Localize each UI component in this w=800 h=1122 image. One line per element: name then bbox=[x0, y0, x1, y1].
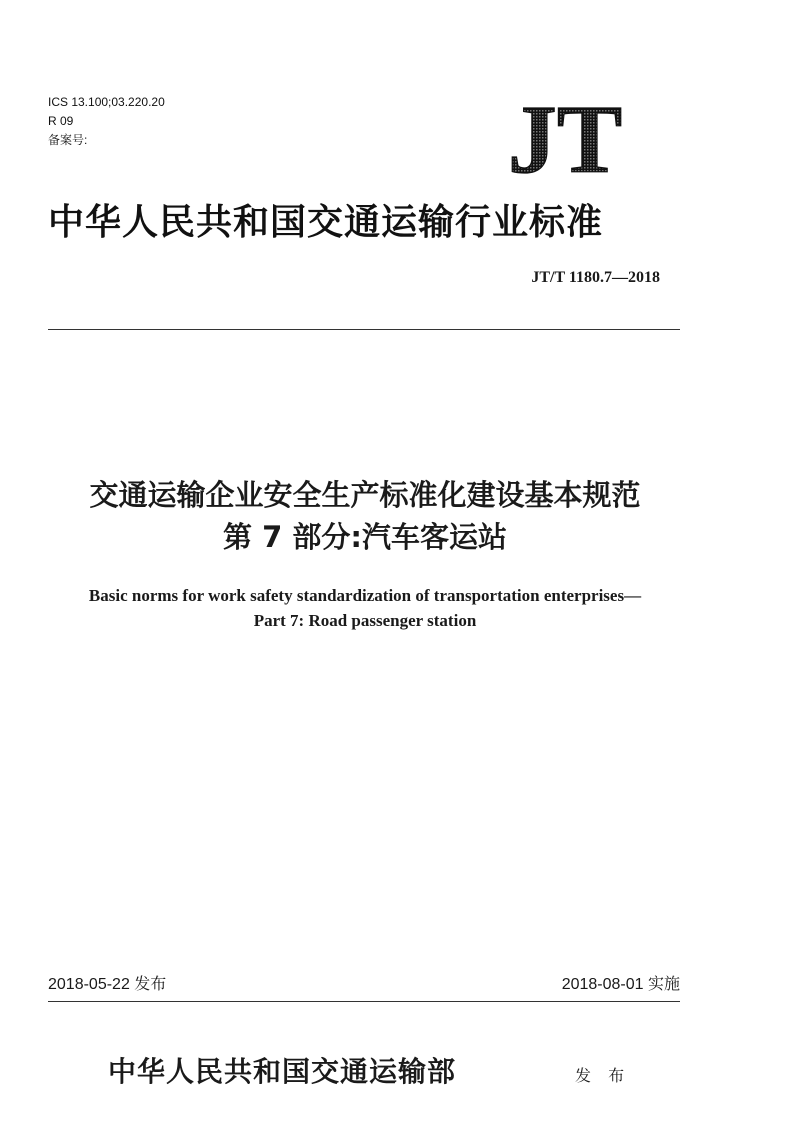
publisher-name: 中华人民共和国交通运输部 bbox=[108, 1055, 457, 1088]
logo-text: JT bbox=[507, 98, 623, 178]
title-chinese-line-2: 第 7 部分:汽车客运站 bbox=[223, 520, 507, 554]
title-chinese-line-1: 交通运输企业安全生产标准化建设基本规范 bbox=[89, 478, 641, 512]
publish-label: 发 布 bbox=[575, 1066, 631, 1085]
implementation-date: 2018-08-01 实施 bbox=[561, 976, 680, 993]
standard-number: JT/T 1180.7—2018 bbox=[531, 269, 660, 286]
jt-logo bbox=[485, 98, 645, 178]
bottom-divider bbox=[48, 1001, 680, 1002]
title-english-line-2: Part 7: Road passenger station bbox=[253, 611, 477, 630]
title-english-line-1: Basic norms for work safety standardization of transportation enterprises— bbox=[88, 586, 642, 605]
ics-code: ICS 13.100;03.220.20 bbox=[48, 95, 165, 109]
classification-code: R 09 bbox=[48, 114, 74, 128]
record-number-label: 备案号: bbox=[48, 133, 88, 147]
issue-date: 2018-05-22 发布 bbox=[48, 976, 167, 993]
top-divider bbox=[48, 329, 680, 330]
industry-standard-title: 中华人民共和国交通运输行业标准 bbox=[48, 202, 604, 243]
